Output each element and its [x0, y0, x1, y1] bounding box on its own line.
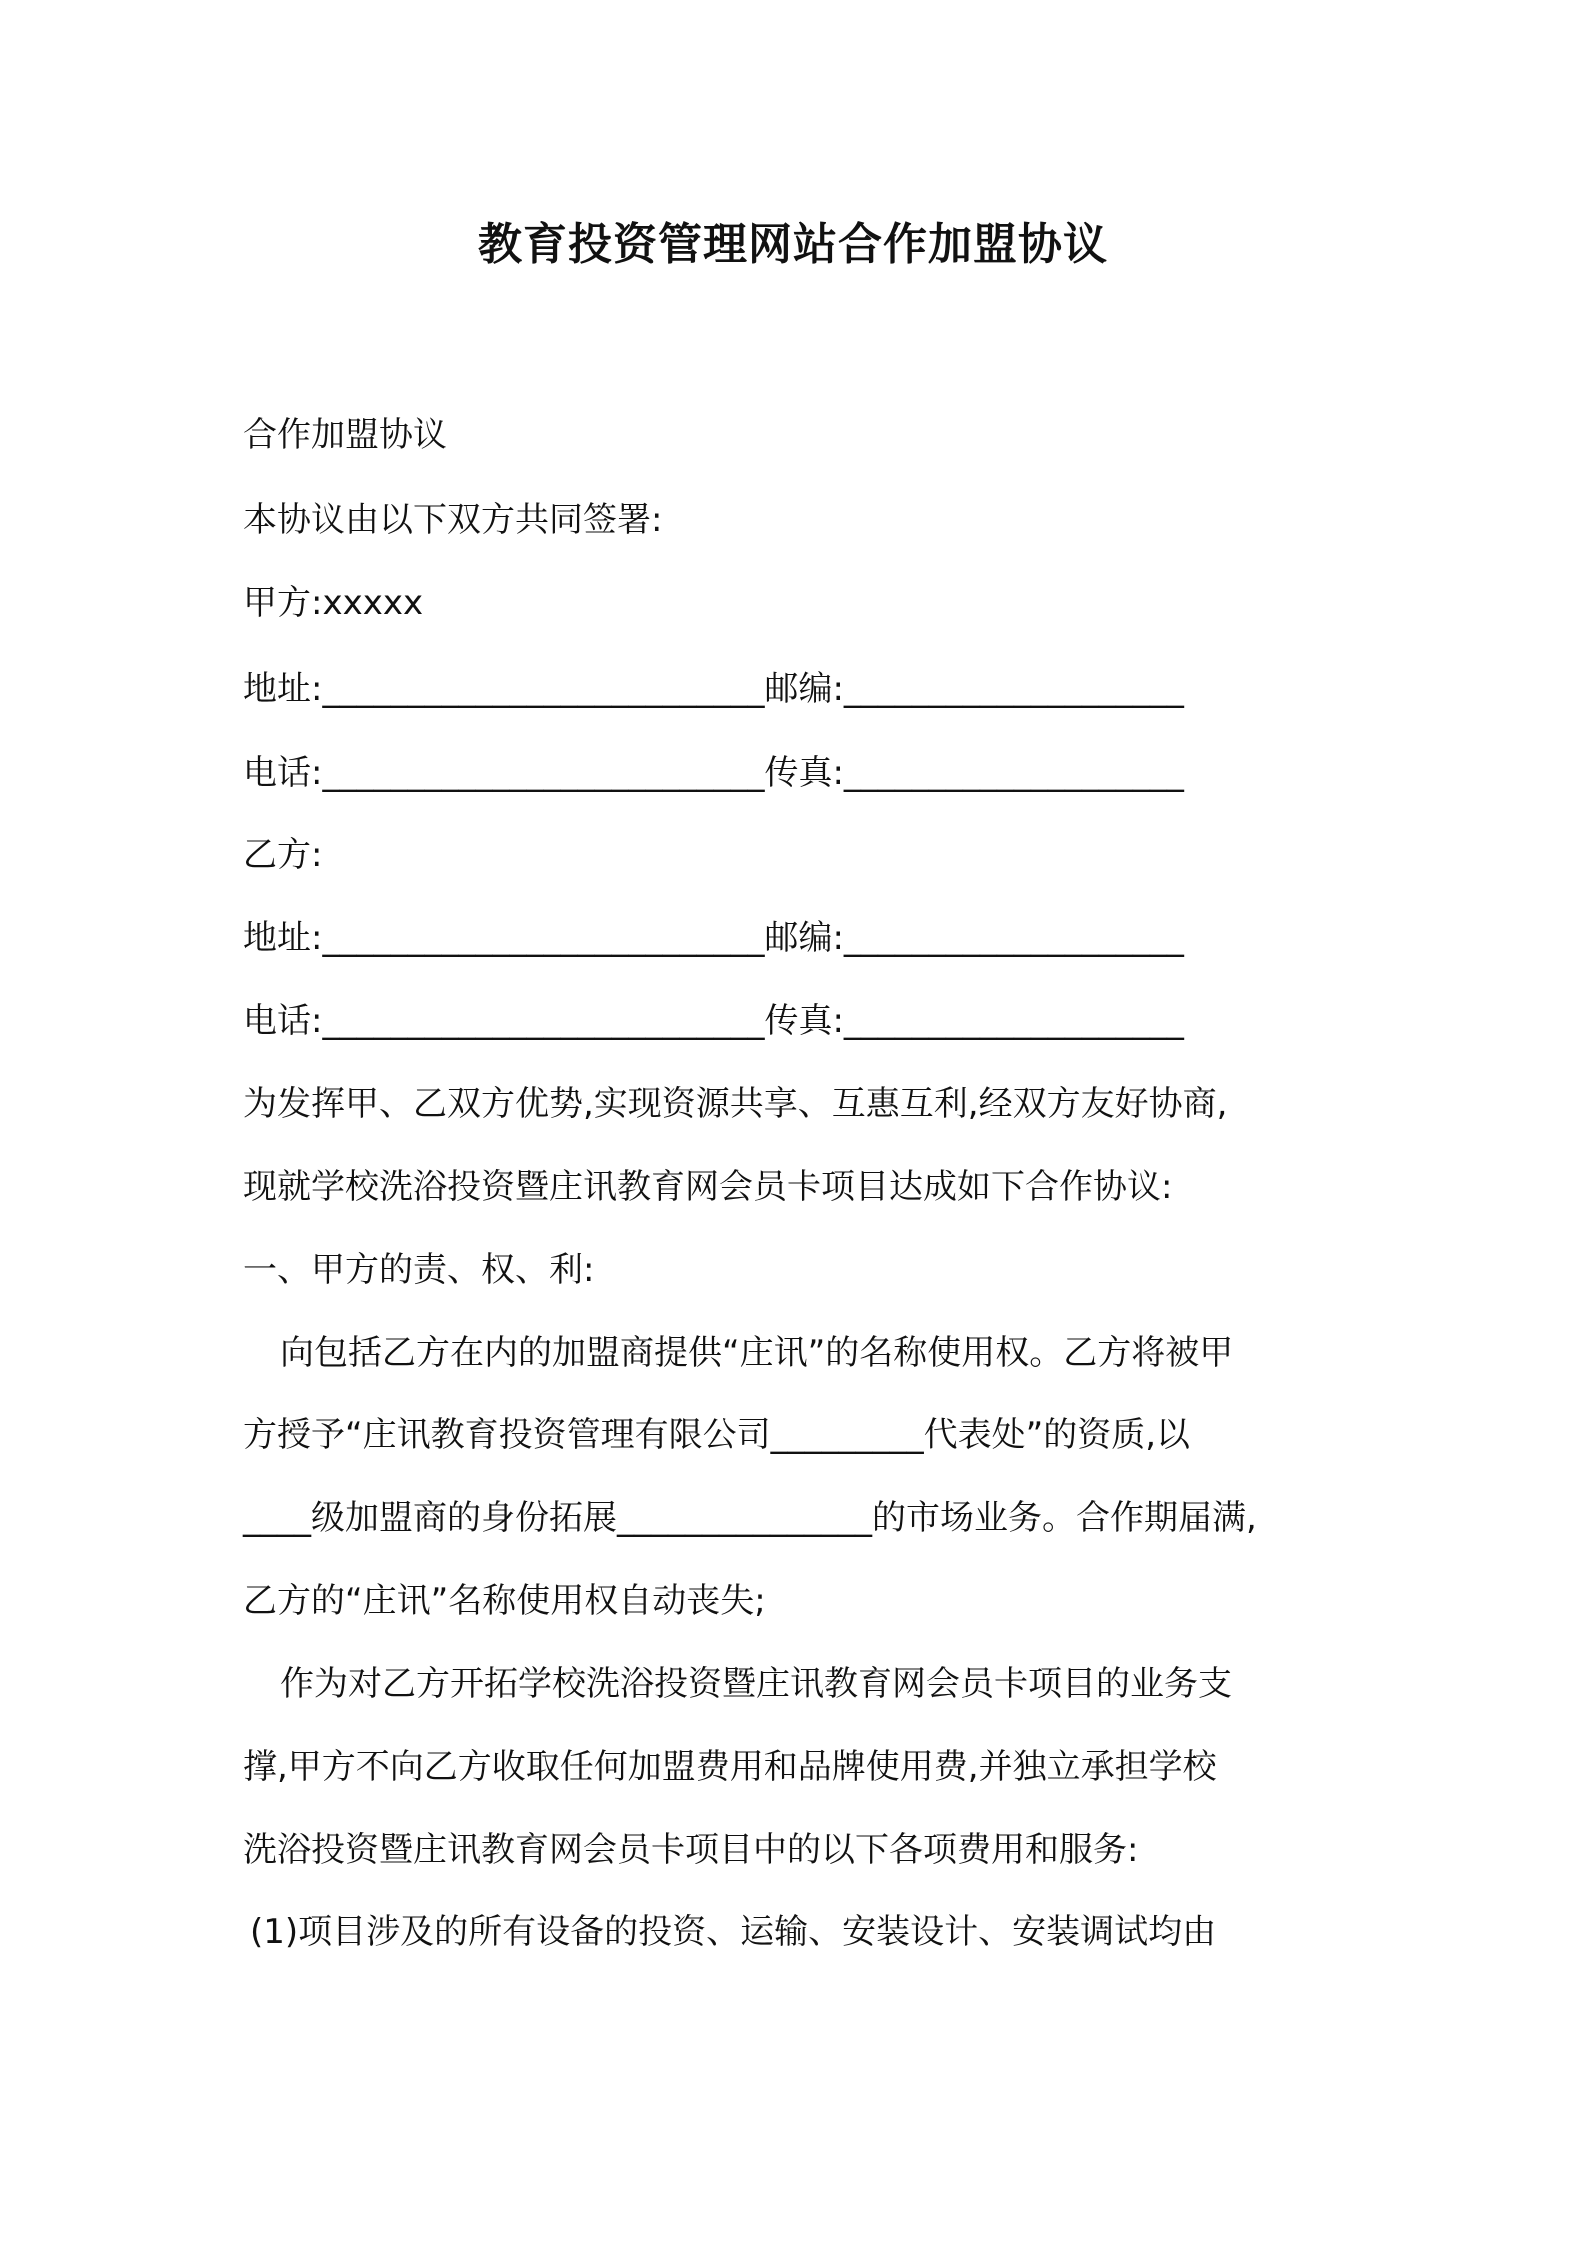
- text-line: 地址:__________________________邮编:____________________: [243, 669, 1184, 709]
- text-line: 乙方:: [243, 835, 323, 875]
- text-line: 本协议由以下双方共同签署:: [243, 500, 663, 540]
- text-line: 方授予“庄讯教育投资管理有限公司_________代表处”的资质,以: [243, 1415, 1191, 1455]
- text-line: 电话:__________________________传真:____________________: [243, 1001, 1184, 1041]
- text-line: (1)项目涉及的所有设备的投资、运输、安装设计、安装调试均由: [250, 1912, 1217, 1952]
- document-title: 教育投资管理网站合作加盟协议: [478, 219, 1108, 270]
- text-line: 为发挥甲、乙双方优势,实现资源共享、互惠互利,经双方友好协商,: [243, 1084, 1228, 1124]
- text-line: 乙方的“庄讯”名称使用权自动丧失;: [243, 1581, 766, 1621]
- text-line: 地址:__________________________邮编:____________________: [243, 918, 1184, 958]
- text-line: 电话:__________________________传真:____________________: [243, 753, 1184, 793]
- section-heading: 一、甲方的责、权、利:: [243, 1250, 595, 1290]
- text-line: 向包括乙方在内的加盟商提供“庄讯”的名称使用权。乙方将被甲: [280, 1333, 1234, 1373]
- text-line: 合作加盟协议: [243, 415, 447, 455]
- text-line: 甲方:xxxxx: [243, 583, 424, 623]
- text-line: 现就学校洗浴投资暨庄讯教育网会员卡项目达成如下合作协议:: [243, 1167, 1173, 1207]
- text-line: 作为对乙方开拓学校洗浴投资暨庄讯教育网会员卡项目的业务支: [280, 1664, 1232, 1704]
- text-line: 撑,甲方不向乙方收取任何加盟费用和品牌使用费,并独立承担学校: [243, 1747, 1217, 1787]
- text-line: 洗浴投资暨庄讯教育网会员卡项目中的以下各项费用和服务:: [243, 1830, 1139, 1870]
- text-line: ____级加盟商的身份拓展_______________的市场业务。合作期届满,: [243, 1498, 1257, 1538]
